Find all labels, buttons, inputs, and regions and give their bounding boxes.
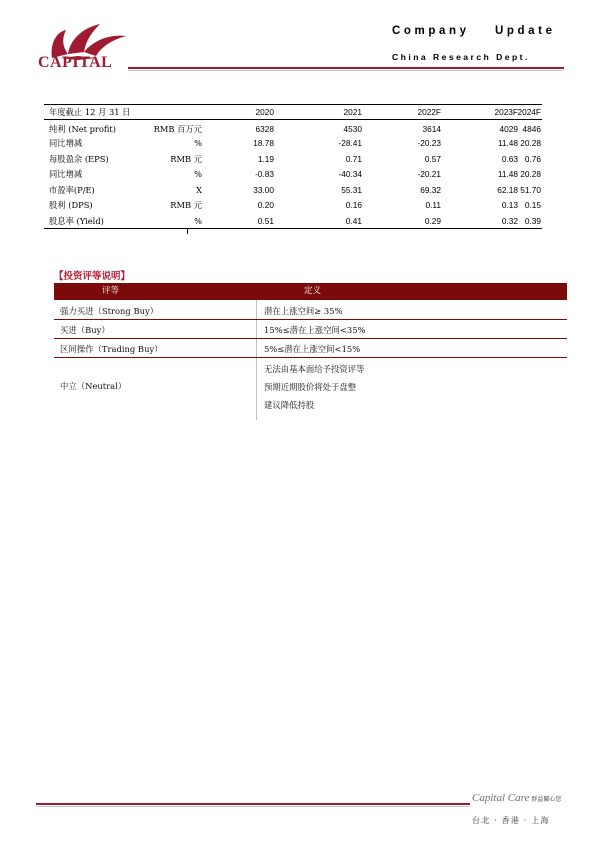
cell-value: 0.15 xyxy=(524,200,541,210)
header-grade: 评等 xyxy=(102,286,120,296)
cell-value: 0.32 xyxy=(501,216,518,226)
row-divider xyxy=(54,338,567,339)
cell-value: 55.31 xyxy=(341,185,362,195)
header-year: 2021 xyxy=(343,107,362,117)
cell-value: 11.48 xyxy=(497,138,518,148)
cell-value: 0.11 xyxy=(425,200,441,210)
cell-value: -40.34 xyxy=(338,169,362,179)
cell-value: 1.19 xyxy=(257,154,274,164)
report-type-word2: Update xyxy=(495,25,556,37)
table-row xyxy=(44,198,542,212)
table-row xyxy=(44,167,542,181)
row-label: 股息率 (Yield) xyxy=(49,216,104,226)
cell-value: 0.57 xyxy=(424,154,441,164)
rating-grade: 买进（Buy） xyxy=(60,325,110,335)
header-year: 2023F xyxy=(494,107,518,117)
rating-definition: 预期近期股价将处于盘整 xyxy=(264,382,357,392)
header-rule-shadow xyxy=(128,70,564,71)
rating-section-title: 【投资评等说明】 xyxy=(54,271,131,282)
footer-cities: 台北 · 香港 · 上海 xyxy=(472,816,550,825)
cell-value: 4029 xyxy=(499,124,518,134)
rating-definition: 建议降低持股 xyxy=(264,400,315,410)
row-unit: RMB 元 xyxy=(170,200,202,210)
cell-value: 0.39 xyxy=(524,216,541,226)
rating-grade: 强力买进（Strong Buy） xyxy=(60,306,159,316)
table-bottom-rule xyxy=(44,228,542,229)
department-label: China Research Dept. xyxy=(392,52,530,62)
rating-definition: 无法由基本面给予投资评等 xyxy=(264,364,365,374)
cell-value: -28.41 xyxy=(338,138,362,148)
cell-value: 0.16 xyxy=(345,200,362,210)
cell-value: -0.83 xyxy=(255,169,274,179)
cell-value: 0.71 xyxy=(345,154,362,164)
report-type-word1: Company xyxy=(392,25,470,37)
row-label: 每股盈余 (EPS) xyxy=(49,154,109,164)
row-label: 纯利 (Net profit) xyxy=(49,124,116,134)
header-definition: 定义 xyxy=(304,286,322,296)
cell-value: 4846 xyxy=(522,124,541,134)
header-year: 2020 xyxy=(255,107,274,117)
rating-grade: 中立（Neutral） xyxy=(60,381,127,391)
logo-wordmark: CAPITAL xyxy=(38,54,113,71)
rating-definition: 15%≤潜在上涨空间<35% xyxy=(264,325,366,335)
header-year: 2022F xyxy=(417,107,441,117)
row-unit: % xyxy=(194,138,202,148)
table-row xyxy=(44,136,542,150)
cell-value: 20.28 xyxy=(520,169,541,179)
cell-value: 11.48 xyxy=(497,169,518,179)
cell-value: 0.13 xyxy=(501,200,518,210)
cell-value: 0.41 xyxy=(345,216,362,226)
table-header-row xyxy=(44,105,542,119)
table-row xyxy=(44,183,542,197)
table-row xyxy=(44,152,542,166)
header-rule xyxy=(128,67,564,69)
row-label: 股利 (DPS) xyxy=(49,200,93,210)
report-type xyxy=(392,25,556,37)
rating-definition: 5%≤潜在上涨空间<15% xyxy=(264,344,361,354)
row-divider xyxy=(54,357,567,358)
rating-grade: 区间操作（Trading Buy） xyxy=(60,344,163,354)
cell-value: 4530 xyxy=(343,124,362,134)
table-row xyxy=(44,122,542,136)
footer-rule-shadow xyxy=(36,806,470,807)
row-label: 同比增减 xyxy=(49,169,83,179)
cell-value: 6328 xyxy=(255,124,274,134)
header-fiscal-year-label: 年度截止 12 月 31 日 xyxy=(49,107,131,117)
rating-table-header xyxy=(54,283,567,300)
cell-value: 18.78 xyxy=(253,138,274,148)
row-unit: % xyxy=(194,216,202,226)
cell-value: 0.20 xyxy=(257,200,274,210)
row-label: 市盈率(P/E) xyxy=(49,185,95,195)
table-column-tick xyxy=(187,228,188,234)
footer-brand xyxy=(472,792,561,804)
cell-value: 20.28 xyxy=(520,138,541,148)
rating-definition: 潜在上涨空间≥ 35% xyxy=(264,306,343,316)
cell-value: 33.00 xyxy=(253,185,274,195)
footer-rule xyxy=(36,803,470,805)
header-year: 2024F xyxy=(517,107,541,117)
row-label: 同比增减 xyxy=(49,138,83,148)
row-unit: RMB 百万元 xyxy=(153,124,202,134)
cell-value: -20.21 xyxy=(417,169,441,179)
cell-value: 69.32 xyxy=(420,185,441,195)
cell-value: -20.23 xyxy=(417,138,441,148)
column-divider xyxy=(256,300,257,420)
footer-brand-cn: 群益關心您 xyxy=(531,797,562,803)
row-unit: X xyxy=(196,185,202,195)
cell-value: 62.18 xyxy=(497,185,518,195)
cell-value: 0.76 xyxy=(524,154,541,164)
cell-value: 0.63 xyxy=(501,154,518,164)
cell-value: 0.29 xyxy=(424,216,441,226)
row-unit: RMB 元 xyxy=(170,154,202,164)
cell-value: 3614 xyxy=(422,124,441,134)
row-unit: % xyxy=(194,169,202,179)
table-row xyxy=(44,214,542,228)
table-header-rule xyxy=(44,119,542,120)
cell-value: 0.51 xyxy=(257,216,274,226)
cell-value: 51.70 xyxy=(520,185,541,195)
row-divider xyxy=(54,319,567,320)
footer-brand-name: Capital Care xyxy=(472,792,530,804)
